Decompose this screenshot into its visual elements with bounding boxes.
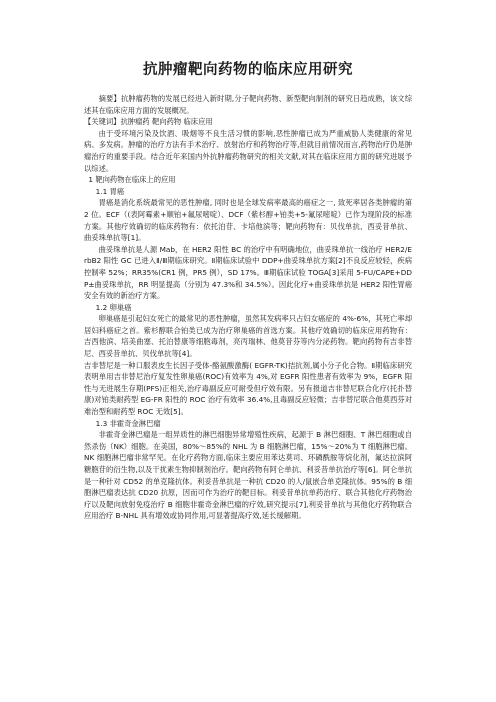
paragraph: 由于受环境污染及饮酒、吸烟等不良生活习惯的影响,恶性肿瘤已成为严重威胁人类健康的常见病、多发病。肿瘤的治疗方法有手术治疗、放射治疗和药物治疗等,但就目前情况而言,药物治疗仍是肿瘤治疗的重要手段。结合近年来国内外抗肿瘤药物研究的相关文献,对其在临床应用方面的研究进展予以综述。 <box>84 128 412 173</box>
paragraph: 卵巢癌是引起妇女死亡的最常见的恶性肿瘤，虽然其发病率只占妇女癌症的 4%-6%，其死亡率却居妇科癌症之首。紫杉醇联合铂类已成为治疗卵巢癌的首选方案。其他疗效确切的临床应用药物有：吉西他滨、培美曲塞、托泊替康等细胞毒剂，亮丙瑞林、他莫昔芬等内分泌药物。靶向药物有吉非替尼、西妥昔单抗、贝伐单抗等[4]。 <box>84 314 412 359</box>
document-title: 抗肿瘤靶向药物的临床应用研究 <box>143 62 353 78</box>
paragraph: 【关键词】抗肿瘤药 靶向药物 临床应用 <box>84 117 213 127</box>
paragraph: 胃癌是消化系统最常见的恶性肿瘤, 同时也是全球发病率最高的癌症之一, 致死率居各类肿瘤的第 2 位。ECF（(表阿霉素+顺铂+氟尿嘧啶）、DCF（紫杉醇+铂类+5-氟尿嘧啶）已作为现阶段的标准方案。其他疗效确切的临床药物有：依托泊苷、卡培他滨等；靶向药物有：贝伐单抗、西妥昔单抗、曲妥珠单抗等[1]。 <box>84 198 412 243</box>
section-heading: 1.1 胃癌 <box>95 186 125 196</box>
section-heading: 1.3 非霍奇金淋巴瘤 <box>95 418 161 428</box>
section-heading: 1.2 卵巢癌 <box>95 302 132 312</box>
paragraph: 吉非替尼是一种口服表皮生长因子受体-酪氨酸激酶( EGFR-TK)拮抗剂,属小分子化合物。Ⅱ期临床研究表明单用吉非替尼治疗复发性卵巢癌(ROC)有效率为 4%,对 EGFR 阳性患者有效率为 9%，EGFR 阳性与无进展生存期(PFS)正相关,治疗毒副反应可耐受但疗效有限。另有报道吉非替尼联合化疗(托扑替康)对铂类耐药型 EG-FR 阳性的 ROC 治疗有效率 36.4%,且毒副反应轻微；吉非替尼联合他莫西芬对难治型和耐药型 ROC 无效[5]。 <box>84 360 412 417</box>
section-heading: 1 靶向药物在临床上的应用 <box>88 175 176 185</box>
paragraph: 非霍奇金淋巴瘤是一组异质性的淋巴细胞异常增殖性疾病，起源于 B 淋巴细胞、T 淋巴细胞或自然杀伤（NK）细胞。在美国，80%～85%的 NHL 为 B 细胞淋巴瘤，15%～20%为 T 细胞淋巴瘤。NK 细胞淋巴瘤非常罕见。在化疗药物方面,临床主要应用苯达莫司、环磷酰胺等烷化剂，氟达拉滨阿糖胞苷的衍生物,以及干扰素生物抑制剂治疗。靶向药物有阿仑单抗、利妥昔单抗治疗等[6]。阿仑单抗是一种针对 CD52 的单克隆抗体。利妥昔单抗是一种抗 CD20 的人/鼠嵌合单克隆抗体。95%的 B 细胞淋巴瘤表达抗 CD20 抗原，因而可作为治疗的靶目标。利妥昔单抗单药治疗、联合其他化疗药物治疗以及靶向放射免疫治疗 B 细胞非霍奇金淋巴瘤的疗效,研究提示[7],利妥昔单抗与其他化疗药物联合应用治疗 B-NHL 具有增效或协同作用,可显著提高疗效,延长缓解期。 <box>84 430 412 521</box>
paragraph: 曲妥珠单抗是人源 Mab，在 HER2 阳性 BC 的治疗中有明确地位，曲妥珠单抗一线治疗 HER2/ErbB2 阳性 GC 已进入Ⅱ/Ⅲ期临床研究。Ⅱ期临床试验中 DDP+曲妥珠单抗方案[2]不良反应较轻，疾病控制率 52%；RR35%(CR1 例，PR5 例），SD 17%。Ⅲ期临床试验 TOGA[3]采用 5-FU/CAPE+DDP±曲妥珠单抗，RR 明显提高（分别为 47.3%和 34.5%）。因此化疗+曲妥珠单抗是 HER2 阳性胃癌安全有效的新治疗方案。 <box>84 244 412 301</box>
document-body <box>84 93 412 522</box>
paragraph: 摘要】抗肿瘤药物的发展已经进入新时期,分子靶向药物、新型靶向制剂的研究日趋成熟，该文综述其在临床应用方面的发展概况。 <box>84 94 412 115</box>
